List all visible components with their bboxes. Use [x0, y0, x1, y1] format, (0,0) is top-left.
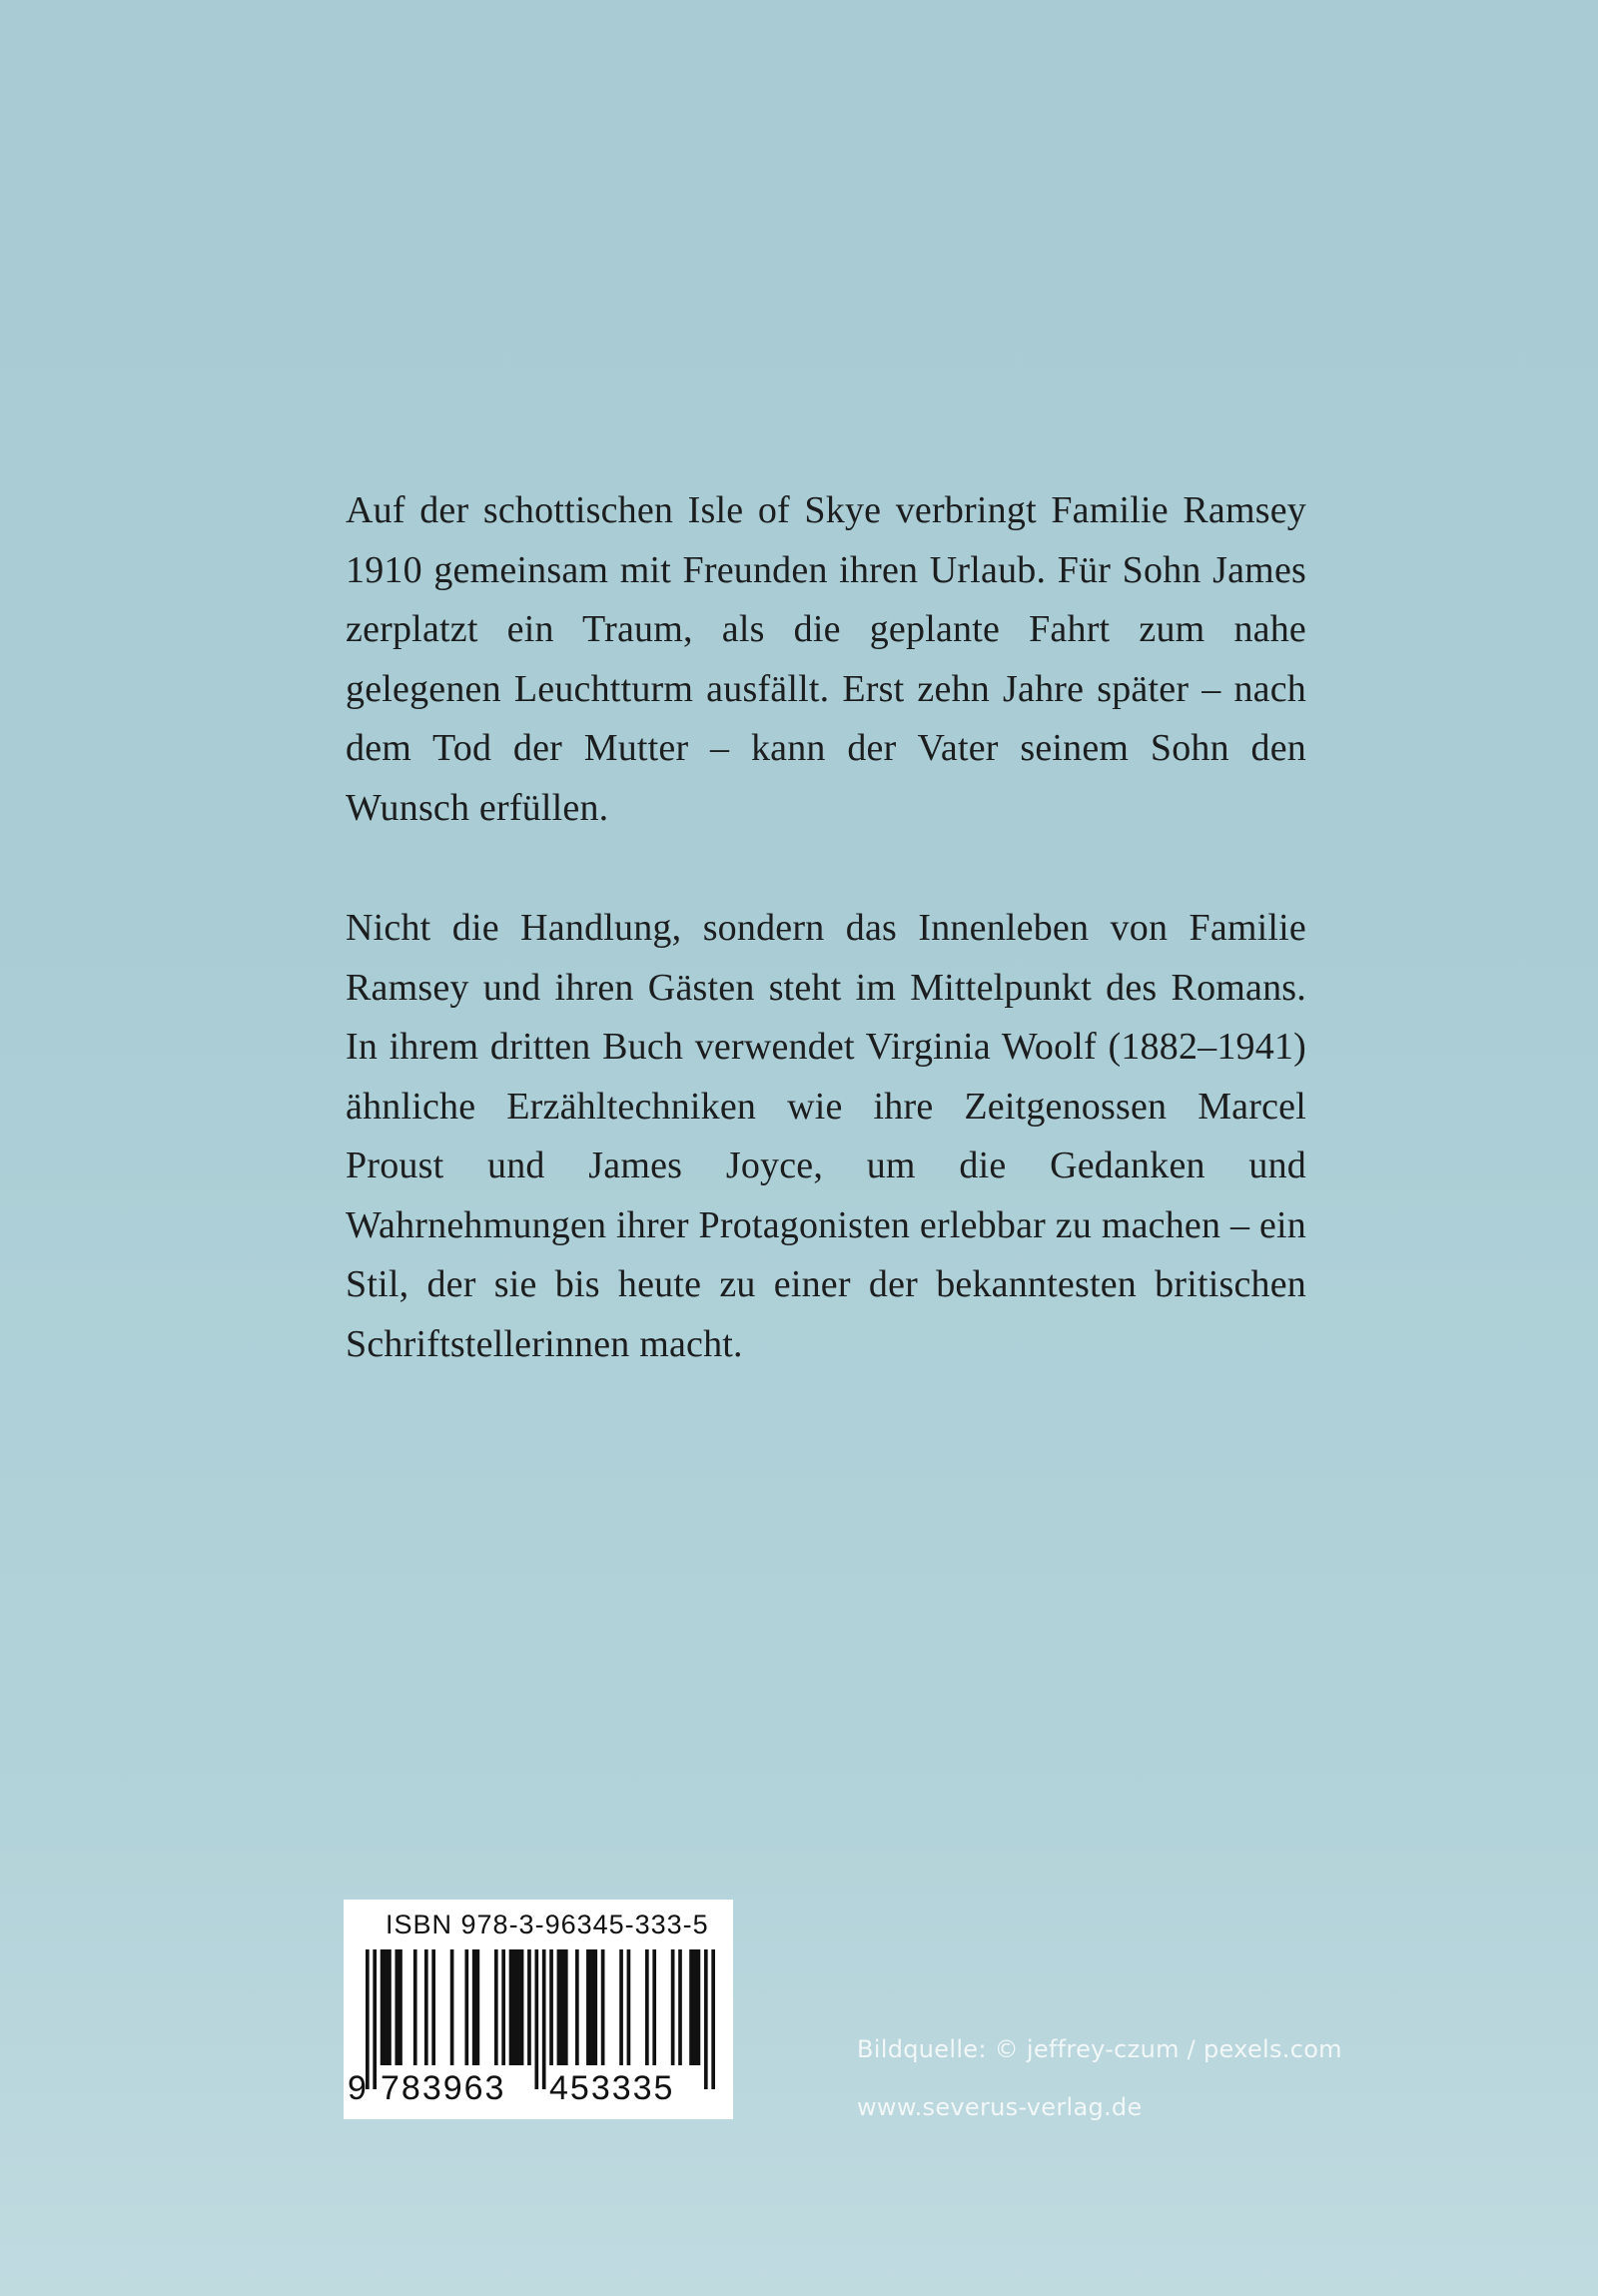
ean-left-group: 783963 [378, 2069, 508, 2108]
barcode-guard-bar [542, 1949, 546, 2089]
barcode-guard-bar [534, 1949, 538, 2089]
barcode-bar [645, 1949, 649, 2065]
barcode-bar [431, 1949, 435, 2065]
barcode-bar [509, 1949, 524, 2065]
barcode-bar [501, 1949, 505, 2065]
barcode-guard-bar [373, 1949, 377, 2089]
barcode-guard-bar [704, 1949, 708, 2089]
barcode-bar [464, 1949, 468, 2065]
barcode-bar [586, 1949, 597, 2065]
barcode-bar [381, 1949, 392, 2065]
back-cover-blurb [346, 481, 1306, 1374]
barcode-bar [413, 1949, 417, 2065]
barcode-bar [424, 1949, 428, 2065]
barcode-bar [627, 1949, 631, 2065]
ean-right-group: 453335 [546, 2069, 677, 2108]
barcode-bar [549, 1949, 553, 2065]
barcode-guard-bar [711, 1949, 715, 2089]
barcode-bar [472, 1949, 479, 2065]
barcode-bar [678, 1949, 682, 2065]
blurb-paragraph-about-author: Nicht die Handlung, sondern das Innenleben von Familie Ramsey und ihren Gästen steht im Mittelpunkt des Romans. In ihrem dritten Buch verwendet Virginia Woolf (1882–1941) ähnliche Erzähltechniken wie ihre Zeitgenossen Marcel Proust und James Joyce, um die Gedanken und Wahrnehmungen ihrer Protagonisten erlebbar zu machen – ein Stil, der sie bis heute zu einer der bekanntesten britischen Schriftstellerinnen macht. [346, 907, 1306, 1365]
blurb-paragraph-synopsis: Auf der schottischen Isle of Skye verbringt Familie Ramsey 1910 gemeinsam mit Freunden ihren Urlaub. Für Sohn James zerplatzt ein Traum, als die geplante Fahrt zum nahe gelegenen Leuchtturm ausfällt. Erst zehn Jahre später – nach dem Tod der Mutter – kann der Vater seinem Sohn den Wunsch erfüllen. [346, 489, 1306, 829]
image-credit: Bildquelle: © jeffrey-czum / pexels.com [857, 2035, 1342, 2063]
ean-first-digit: 9 [348, 2069, 369, 2107]
barcode-bar [557, 1949, 568, 2065]
barcode-bar [494, 1949, 498, 2065]
barcode-bar [689, 1949, 700, 2065]
barcode-bar [619, 1949, 623, 2065]
barcode-bar [652, 1949, 656, 2065]
publisher-website: www.severus-verlag.de [857, 2093, 1143, 2121]
barcode-bar [395, 1949, 401, 2065]
barcode-bar [450, 1949, 454, 2065]
isbn-barcode-box [344, 1900, 733, 2119]
barcode-bar [527, 1949, 531, 2065]
barcode-bar [601, 1949, 605, 2065]
barcode-guard-bar [366, 1949, 370, 2089]
barcode-bar [671, 1949, 675, 2065]
isbn-label: ISBN 978-3-96345-333-5 [386, 1910, 709, 1939]
barcode-bar [575, 1949, 579, 2065]
